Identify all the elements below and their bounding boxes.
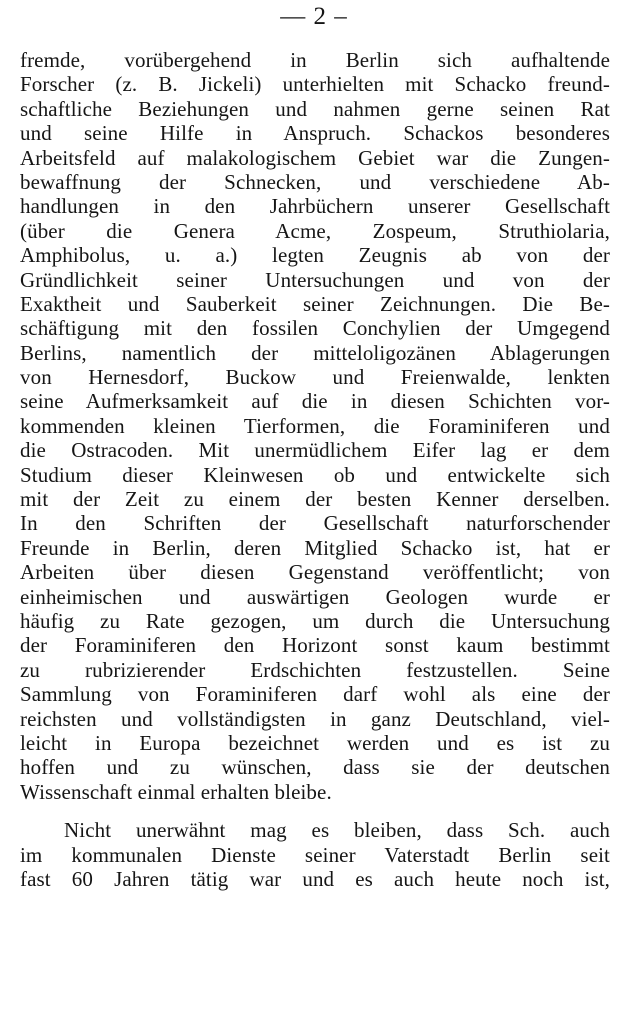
text-line: Gründlichkeit seiner Untersuchungen und von der (20, 267, 610, 292)
text-line: Wissenschaft einmal erhalten bleibe. (20, 779, 332, 804)
body-text (20, 48, 610, 891)
text-line: häufig zu Rate gezogen, um durch die Untersuchung (20, 608, 610, 633)
text-line: fast 60 Jahren tätig war und es auch heute noch ist, (20, 866, 610, 891)
text-line: leicht in Europa bezeichnet werden und es ist zu (20, 730, 610, 755)
text-line: schaftliche Beziehungen und nahmen gerne seinen Rat (20, 96, 610, 121)
text-line: zu rubrizierender Erdschichten festzustellen. Seine (20, 657, 610, 682)
text-line: seine Aufmerksamkeit auf die in diesen Schichten vor- (20, 389, 610, 414)
text-line: Studium dieser Kleinwesen ob und entwickelte sich (20, 462, 610, 487)
text-line: der Foraminiferen den Horizont sonst kaum bestimmt (20, 633, 610, 658)
text-line: Exaktheit und Sauberkeit seiner Zeichnungen. Die Be- (20, 291, 610, 316)
text-line: Arbeiten über diesen Gegenstand veröffentlicht; von (20, 560, 610, 585)
text-line: In den Schriften der Gesellschaft naturforschender (20, 511, 610, 536)
text-line: Nicht unerwähnt mag es bleiben, dass Sch. auch (64, 818, 610, 843)
text-line: die Ostracoden. Mit unermüdlichem Eifer lag er dem (20, 438, 610, 463)
text-line: Arbeitsfeld auf malakologischem Gebiet war die Zungen- (20, 145, 610, 170)
text-line: reichsten und vollständigsten in ganz Deutschland, viel- (20, 706, 610, 731)
text-line: Forscher (z. B. Jickeli) unterhielten mit Schacko freund- (20, 72, 610, 97)
text-line: (über die Genera Acme, Zospeum, Struthiolaria, (20, 218, 610, 243)
text-line: mit der Zeit zu einem der besten Kenner derselben. (20, 487, 610, 512)
text-line: Amphibolus, u. a.) legten Zeugnis ab von der (20, 243, 610, 268)
text-line: von Hernesdorf, Buckow und Freienwalde, lenkten (20, 365, 610, 390)
text-line: schäftigung mit den fossilen Conchylien der Umgegend (20, 316, 610, 341)
text-line: Berlins, namentlich der mitteloligozänen Ablagerungen (20, 340, 610, 365)
text-line: bewaffnung der Schnecken, und verschiedene Ab- (20, 169, 610, 194)
paragraph-2 (20, 818, 610, 891)
paragraph-1 (20, 48, 610, 804)
text-line: Freunde in Berlin, deren Mitglied Schacko ist, hat er (20, 535, 610, 560)
text-line: hoffen und zu wünschen, dass sie der deutschen (20, 755, 610, 780)
text-line: und seine Hilfe in Anspruch. Schackos besonderes (20, 121, 610, 146)
text-line: kommenden kleinen Tierformen, die Foraminiferen und (20, 413, 610, 438)
text-line: handlungen in den Jahrbüchern unserer Gesellschaft (20, 194, 610, 219)
page-number: — 2 – (280, 3, 348, 30)
text-line: fremde, vorübergehend in Berlin sich aufhaltende (20, 48, 610, 72)
text-line: einheimischen und auswärtigen Geologen wurde er (20, 584, 610, 609)
text-line: Sammlung von Foraminiferen darf wohl als eine der (20, 682, 610, 707)
text-line: im kommunalen Dienste seiner Vaterstadt Berlin seit (20, 842, 610, 867)
paragraph-gap (20, 804, 610, 818)
